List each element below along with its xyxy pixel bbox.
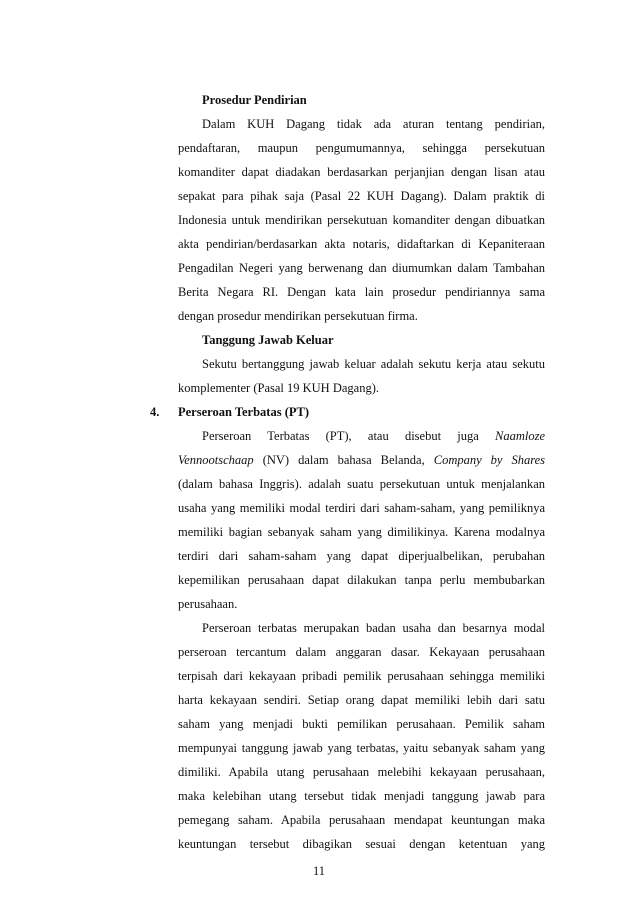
paragraph-line: Indonesia untuk mendirikan persekutuan komanditer dengan dibuatkan [178,213,545,227]
paragraph-line: (dalam bahasa Inggris). adalah suatu persekutuan untuk menjalankan [178,477,545,491]
section-number: 4. [150,405,160,419]
page-number: 11 [312,864,326,878]
paragraph-line: Dalam KUH Dagang tidak ada aturan tentang pendirian, [202,117,545,131]
paragraph-line: usaha yang memiliki modal terdiri dari saham-saham, yang pemiliknya [178,501,545,515]
paragraph-line: kepemilikan perusahaan dapat dilakukan tanpa perlu membubarkan [178,573,545,587]
section-title: Perseroan Terbatas (PT) [178,405,310,419]
paragraph-line: Sekutu bertanggung jawab keluar adalah sekutu kerja atau sekutu [202,357,545,371]
paragraph-line: akta pendirian/berdasarkan akta notaris, didaftarkan di Kepaniteraan [178,237,545,251]
paragraph-line: keuntungan tersebut dibagikan sesuai dengan ketentuan yang [178,837,545,851]
paragraph-line: komplementer (Pasal 19 KUH Dagang). [178,381,379,395]
paragraph-line: Perseroan terbatas merupakan badan usaha dan besarnya modal [202,621,545,635]
paragraph-line: perseroan tercantum dalam anggaran dasar. Kekayaan perusahaan [178,645,545,659]
heading-prosedur-pendirian: Prosedur Pendirian [202,93,307,107]
paragraph-line: terdiri dari saham-saham yang dapat diperjualbelikan, perubahan [178,549,545,563]
paragraph-line: saham yang menjadi bukti pemilikan perusahaan. Pemilik saham [178,717,545,731]
paragraph-line: harta kekayaan sendiri. Setiap orang dapat memiliki lebih dari satu [178,693,545,707]
paragraph-line: pendaftaran, maupun pengumumannya, sehingga persekutuan [178,141,545,155]
heading-tanggung-jawab-keluar: Tanggung Jawab Keluar [202,333,334,347]
paragraph-line: terpisah dari kekayaan pribadi pemilik perusahaan sehingga memiliki [178,669,545,683]
paragraph-line: komanditer dapat diadakan berdasarkan perjanjian dengan lisan atau [178,165,545,179]
paragraph-line: perusahaan. [178,597,238,611]
paragraph-line: dengan prosedur mendirikan persekutuan firma. [178,309,418,323]
paragraph-line: memiliki bagian sebanyak saham yang dimilikinya. Karena modalnya [178,525,545,539]
paragraph-line: Pengadilan Negeri yang berwenang dan diumumkan dalam Tambahan [178,261,545,275]
paragraph-line: Perseroan Terbatas (PT), atau disebut juga Naamloze [202,429,546,443]
paragraph-line: dimiliki. Apabila utang perusahaan melebihi kekayaan perusahaan, [178,765,545,779]
paragraph-line: sepakat para pihak saja (Pasal 22 KUH Dagang). Dalam praktik di [178,189,545,203]
paragraph-line: Berita Negara RI. Dengan kata lain prosedur pendiriannya sama [178,285,545,299]
heading-perseroan-terbatas [150,402,309,422]
paragraph-line: maka kelebihan utang tersebut tidak menjadi tanggung jawab para [178,789,545,803]
paragraph-line: mempunyai tanggung jawab yang terbatas, yaitu sebanyak saham yang [178,741,545,755]
paragraph-line: Vennootschaap (NV) dalam bahasa Belanda, Company by Shares [178,453,546,467]
paragraph-line: pemegang saham. Apabila perusahaan mendapat keuntungan maka [178,813,545,827]
